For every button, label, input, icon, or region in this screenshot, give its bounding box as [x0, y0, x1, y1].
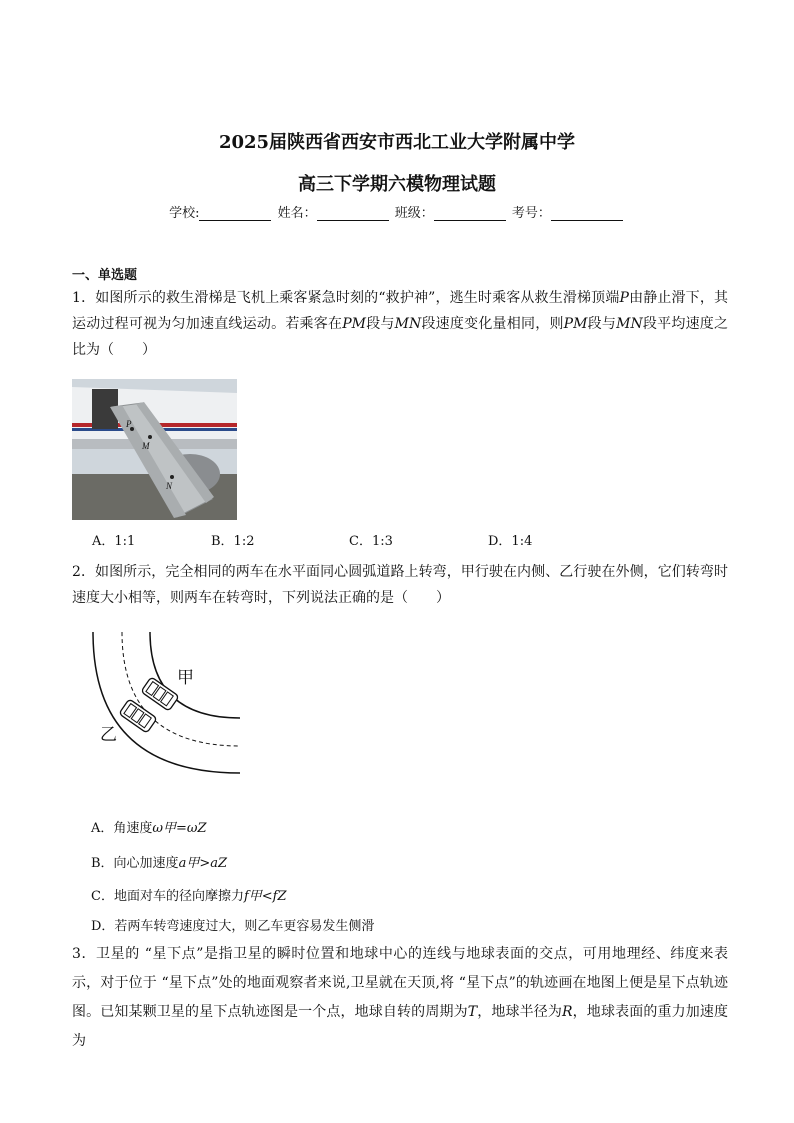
student-info-row — [0, 202, 794, 221]
q2-option-a — [91, 817, 207, 836]
name-blank — [317, 206, 389, 221]
q2-option-a-expr: ω甲=ωZ — [152, 821, 207, 836]
q1-option-d: D．1:4 — [488, 534, 533, 549]
point-p-label: P — [126, 419, 132, 429]
school-blank — [199, 206, 271, 221]
q1-var-pm: PM — [563, 316, 588, 332]
q1-text-part: 段平均速度之比为（ ） — [72, 316, 729, 358]
q3-text-part: 3．卫星的 “星下点”是指卫星的瞬时位置和地球中心的连线与地球表面的交点，可用地理经、纬度来表示，对于位于 “星下点”处的地面观察者来说,卫星就在天顶,将 “星下点”的轨迹画在地图上便是星下点轨迹图。已知某颗卫星的星下点轨迹图是一个点，地球自转的周期为 — [72, 946, 728, 1020]
q2-option-a-text: A．角速度 — [91, 821, 153, 836]
question-2-text: 2．如图所示，完全相同的两车在水平面同心圆弧道路上转弯，甲行驶在内侧、乙行驶在外侧，它们转弯时速度大小相等，则两车在转弯时，下列说法正确的是（ ） — [72, 564, 728, 606]
q1-text-part: 段与 — [587, 316, 617, 332]
q2-option-c-expr: f甲<fZ — [243, 889, 287, 904]
q1-text-part: 段与 — [365, 316, 395, 332]
class-blank — [434, 206, 506, 221]
name-label: 姓名： — [277, 206, 317, 221]
q1-var-mn: MN — [616, 316, 643, 332]
q1-option-b: B．1:2 — [211, 534, 255, 549]
section-heading: 一、单选题 — [72, 268, 138, 283]
label-yi: 乙 — [100, 725, 117, 745]
q2-option-c — [91, 885, 287, 904]
question-3-text — [72, 940, 728, 1056]
q2-option-b — [91, 852, 227, 871]
question-1-text — [72, 285, 728, 363]
q3-text-part: ，地球表面的重力加速度为 — [72, 1004, 729, 1049]
q2-option-c-text: C．地面对车的径向摩擦力 — [91, 889, 244, 904]
curved-road-diagram — [88, 628, 248, 780]
paper-title-line1: 2025届陕西省西安市西北工业大学附属中学 — [218, 132, 576, 153]
class-label: 班级： — [394, 206, 434, 221]
point-m-label: M — [142, 441, 150, 451]
q3-var-t: T — [467, 1004, 478, 1020]
evacuation-slide-photo — [72, 379, 237, 520]
paper-title-line2: 高三下学期六模物理试题 — [298, 174, 496, 195]
q1-text-part: 段速度变化量相同，则 — [421, 316, 564, 332]
point-n-label: N — [166, 481, 173, 491]
q1-text-part: 由静止滑下，其运动过程可视为匀加速直线运动。若乘客在 — [72, 290, 728, 332]
label-jia: 甲 — [177, 668, 194, 688]
exam-number-blank — [551, 206, 623, 221]
school-label: 学校: — [169, 206, 200, 221]
car-jia — [141, 677, 179, 711]
q1-option-a: A．1:1 — [92, 534, 136, 549]
q1-var-p: P — [619, 290, 629, 306]
q1-var-pm: PM — [342, 316, 366, 332]
q1-var-mn: MN — [394, 316, 422, 332]
q1-option-c: C．1:3 — [349, 534, 393, 549]
q2-option-b-expr: a甲>aZ — [178, 856, 227, 871]
car-yi — [119, 699, 157, 733]
q1-text-part: 1．如图所示的救生滑梯是飞机上乘客紧急时刻的“救护神”，逃生时乘客从救生滑梯顶端 — [72, 290, 620, 306]
q3-var-r: R — [562, 1004, 573, 1020]
q3-text-part: ，地球半径为 — [477, 1004, 562, 1020]
exam-number-label: 考号： — [511, 206, 551, 221]
q2-option-b-text: B．向心加速度 — [91, 856, 179, 871]
q2-option-d: D．若两车转弯速度过大，则乙车更容易发生侧滑 — [91, 919, 375, 934]
